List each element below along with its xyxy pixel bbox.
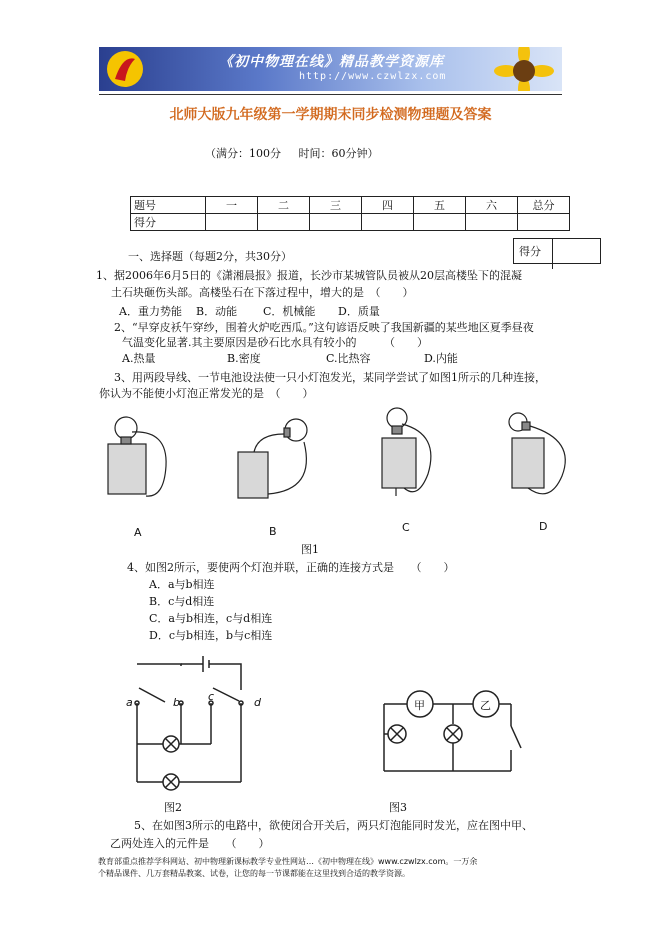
q1-option-d: D．质量 [338,305,380,318]
sunflower-icon [494,47,554,91]
figure-3-circuit [375,680,535,790]
score-cell[interactable] [206,214,258,231]
q5-line1: 5、在如图3所示的电路中，欲使闭合开关后，两只灯泡能同时发光，应在图中甲、 [134,819,533,832]
q2-line2: 气温变化显著.其主要原因是砂石比水具有较小的 （ ） [122,336,428,349]
q1-option-b: B．动能 [196,305,238,318]
q2-option-d: D.内能 [424,352,458,365]
score-cell[interactable] [466,214,518,231]
score-cell[interactable] [414,214,466,231]
terminal-a: a [126,696,133,709]
fig1-label-c: C [402,521,410,534]
q3-line1: 3、用两段导线、一节电池设法使一只小灯泡发光，某同学尝试了如图1所示的几种连接， [114,371,546,384]
q2-option-a: A.热量 [122,352,156,365]
footer-line2: 个精品课件、几万套精品教案、试卷，让您的每一节课都能在这里找到合适的教学资源。 [98,869,410,878]
table-header-cell: 六 [466,197,518,214]
banner-url[interactable]: http://www.czwlzx.com [299,71,447,82]
circuit-b [238,419,307,498]
q4-line1: 4、如图2所示，要使两个灯泡并联，正确的连接方式是 （ ） [127,561,455,574]
score-table-header-row [131,197,570,214]
fig3-caption: 图3 [389,801,407,814]
q5-line2: 乙两处连入的元件是 （ ） [110,837,270,850]
figure-1-circuits [98,404,578,539]
score-cell[interactable] [362,214,414,231]
q2-option-c: C.比热容 [326,352,371,365]
q2-option-b: B.密度 [227,352,261,365]
full-score: （满分：100分 [205,147,281,160]
fig1-caption: 图1 [301,543,319,556]
q1-option-a: A．重力势能 [119,305,182,318]
header-rule [99,94,562,95]
terminal-b: b [173,696,180,709]
table-header-cell: 题号 [131,197,206,214]
q3-line2: 你认为不能使小灯泡正常发光的是 （ ） [99,387,314,400]
footer-line1: 教育部重点推荐学科网站、初中物理新课标教学专业性网站…《初中物理在线》www.czwlzx.com。一万余 [98,857,478,866]
circuit-d [509,413,565,494]
terminal-c: c [208,690,215,703]
q2-line1: 2、“早穿皮袄午穿纱，围着火炉吃西瓜。”这句谚语反映了我国新疆的某些地区夏季昼夜 [114,321,534,334]
fig2-caption: 图2 [164,801,182,814]
table-header-cell: 二 [258,197,310,214]
figure-2-circuit [125,650,265,800]
banner-title: 《初中物理在线》精品教学资源库 [219,54,444,70]
score-table [130,196,570,231]
fig1-label-a: A [134,526,142,539]
score-cell[interactable] [258,214,310,231]
fig1-label-b: B [269,525,277,538]
table-header-cell: 四 [362,197,414,214]
q4-option-d: D．c与b相连，b与c相连 [149,629,273,642]
q4-option-c: C．a与b相连，c与d相连 [149,612,273,625]
q4-option-b: B．c与d相连 [149,595,215,608]
q1-line1: 1、据2006年6月5日的《潇湘晨报》报道，长沙市某城管队员被从20层高楼坠下的混凝 [96,269,522,282]
header-banner [99,47,562,91]
exam-time: 时间：60分钟） [298,147,379,160]
q1-option-c: C．机械能 [263,305,316,318]
site-logo-icon [105,49,145,89]
table-header-cell: 五 [414,197,466,214]
table-header-cell: 三 [310,197,362,214]
score-cell[interactable] [518,214,570,231]
section-score-box[interactable] [513,238,601,264]
q1-line2: 土石块砸伤头部。高楼坠石在下落过程中，增大的是 （ ） [111,286,414,299]
circuit-c [382,408,431,496]
table-header-cell: 一 [206,197,258,214]
section-heading: 一、选择题（每题2分，共30分） [128,250,292,263]
score-table-row [131,214,570,231]
table-row-label: 得分 [131,214,206,231]
meter-jia: 甲 [414,699,425,712]
footer-note [98,856,477,880]
page-title: 北师大版九年级第一学期期末同步检测物理题及答案 [169,107,492,123]
fig1-label-d: D [539,520,548,533]
terminal-d: d [254,696,261,709]
table-header-cell: 总分 [518,197,570,214]
score-cell[interactable] [310,214,362,231]
meter-yi: 乙 [480,699,491,712]
exam-meta [205,146,378,162]
score-box-label: 得分 [519,245,541,258]
q4-option-a: A．a与b相连 [149,578,215,591]
circuit-a [108,417,166,496]
